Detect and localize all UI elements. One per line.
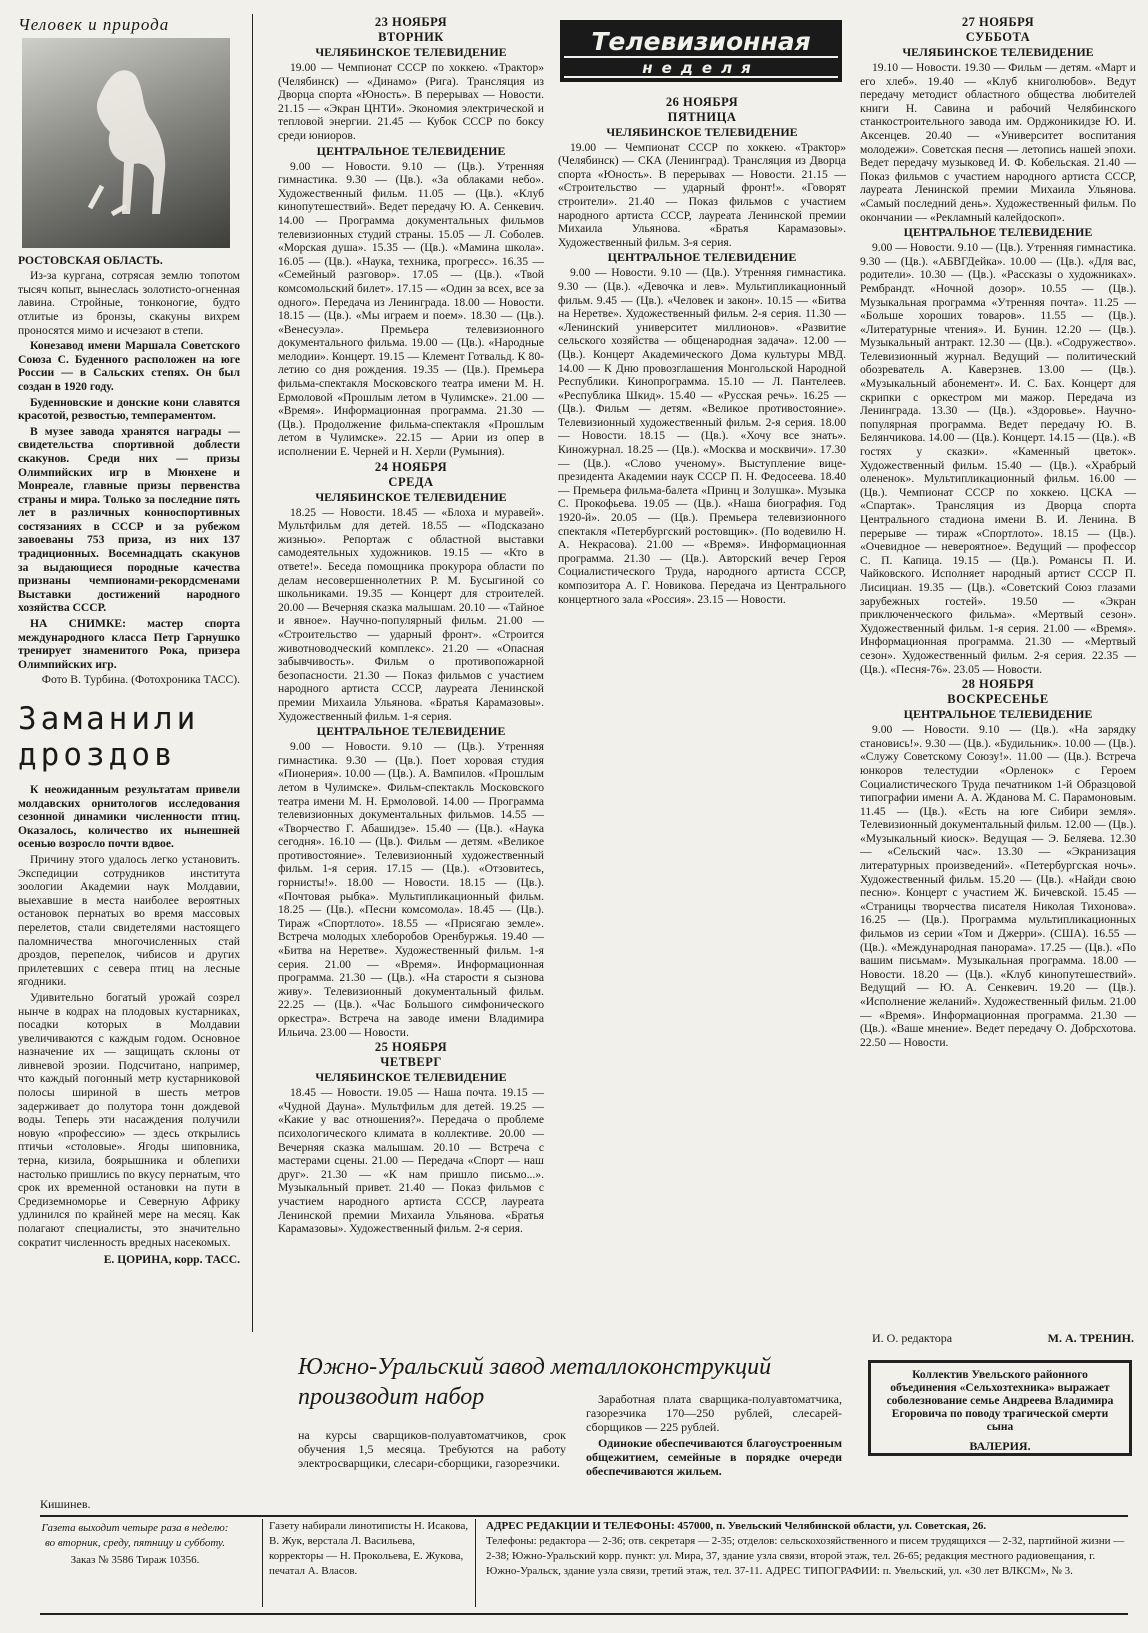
editor-role: И. О. редактора — [872, 1331, 953, 1345]
schedule-text: 19.00 — Чемпионат СССР по хоккею. «Трактор» (Челябинск) — «Динамо» (Рига). Трансляция из Дворца спорта «Юность». В перерывах — Новости. 21.15 — «Экран ЦНТИ». Экономия электрической и тепловой энергии. 21.45 — Кубок СССР по боксу среди юниоров. — [278, 61, 544, 142]
day-date: 23 НОЯБРЯ — [374, 15, 448, 29]
day-weekday: СРЕДА — [388, 474, 434, 489]
horse-photo — [22, 38, 230, 248]
ad-headline: Южно-Уральский завод металлоконструкций производит набор — [298, 1354, 772, 1410]
column-tv-3 — [860, 14, 1136, 1344]
paragraph: Причину этого удалось легко установить. Экспедиции сотрудников института зоологии Академии наук Молдавии, выехавшие в места наиболее вероятных остановок пернатых во время массовых перелетов, стали свидетелями настоящего паломничества многочисленных стай дроздов, перепелок, чибисов и других прилетевших с севера птиц на лесные ягодники. — [18, 852, 240, 989]
channel-title: ЧЕЛЯБИНСКОЕ ТЕЛЕВИДЕНИЕ — [606, 124, 798, 139]
schedule-text: 18.25 — Новости. 18.45 — «Блоха и муравей». Мультфильм для детей. 18.55 — «Подсказано жизнью». Репортаж с областной выставки самодеятельных художников. 19.15 — «Кто в ответе!». Беседа помощника прокурора области по делам несовершеннолетних Р. М. Бусыгиной со школьниками. 19.35 — Концерт для строителей. 20.00 — Вечерняя сказка малышам. 20.10 — «Тайное и явное». Научно-популярный фильм. 21.00 — «Строительство — ударный фронт». «Строится животноводческий комплекс». 21.20 — «Опасная забывчивость». Фильм о противопожарной безопасности. 21.30 — Показ фильмов с участием народного артиста СССР, лауреата Ленинской премии Михаила Ульянова. «Братья Карамазовы». Художественный фильм. 1-я серия. — [278, 505, 544, 723]
article-headline: Заманили дроздов — [18, 701, 200, 773]
footer-address — [486, 1519, 1128, 1579]
channel-title: ЦЕНТРАЛЬНОЕ ТЕЛЕВИДЕНИЕ — [316, 724, 506, 739]
ad-salary: Заработная плата сварщика-полуавтоматчика, газорезчика 170—250 рублей, слесарей-сборщиков — 225 рублей. — [586, 1392, 842, 1434]
channel-title: ЧЕЛЯБИНСКОЕ ТЕЛЕВИДЕНИЕ — [315, 1070, 507, 1085]
column-tv-1 — [278, 14, 544, 1344]
footer-typesetters: Газету набирали линотиписты Н. Исакова, В. Жук, верстала Л. Васильева, корректоры — Н. Прокольева, Е. Жукова, печатал А. Власов. — [262, 1519, 476, 1607]
ad-text-right — [586, 1392, 842, 1480]
schedule-text: 9.00 — Новости. 9.10 — (Цв.). Утренняя гимнастика. 9.30 — (Цв.). Поет хоровая студия «Пионерия». 10.00 — (Цв.). А. Вампилов. «Прошлым летом в Чулимске». Фильм-спектакль Московского театра имени М. Н. Ермоловой. 14.00 — Программа телевизионных документальных фильмов. 14.55 — «Творчество Г. Абашидзе». 15.40 — (Цв.). «Наука сегодня». 16.10 — (Цв.). Фильм — детям. «Великое противостояние». Телевизионный художественный фильм. 1-я серия. 17.15 — (Цв.). «Отзовитесь, горнисты!». 18.00 — Новости. 18.15 — (Цв.). «Почтовая рыбка». Мультипликационный фильм. 18.25 — (Цв.). «Песни комсомола». 18.45 — (Цв.). Тираж «Спортлото». 18.55 — «Присягаю земле». Встреча молодых хлеборобов Оренбуржья. 19.40 — «Битва на Неретве». Художественный фильм. 1-я серия. 21.00 — «Время». Информационная программа. 21.30 — (Цв.). «На старости я сызнова живу». Телевизионный документальный фильм. 22.25 — (Цв.). «Час Большого симфонического оркестра». Встреча на заводе имени Владимира Ильича. 23.00 — Новости. — [278, 740, 544, 1039]
masthead-line2: неделя — [642, 59, 760, 77]
schedule-text: 9.00 — Новости. 9.10 — (Цв.). Утренняя гимнастика. 9.30 — (Цв.). «Девочка и лев». Мультипликационный фильм. 9.45 — (Цв.). «Человек и закон». 10.15 — «Битва на Неретве». Художественный фильм. 2-я серия. 11.30 — «Ленинский университет миллионов». «Развитие сельского хозяйства — общенародная задача». 12.00 — (Цв.). Концерт Академического Дома культуры МВД. 14.00 — К Дню провозглашения Монгольской Народной Республики. Кинопрограмма. 15.10 — Л. Пантелеев. «Республика Шкид». 15.40 — «Русская речь». 16.25 — (Цв.). Фильм — детям. «Великое противостояние». Телевизионный художественный фильм. 2-я серия. 18.00 — Новости. 18.15 — (Цв.). «Хочу все знать». Киножурнал. 18.25 — (Цв.). «Москва и москвичи». 17.30 — (Цв.). «Слово ученому». Выступление вице-президента Академии наук СССР П. Н. Федосеева. 18.40 — Премьера фильма-балета «Принц и Золушка». Музыка С. Прокофьева. 19.05 — (Цв.). «Наша биография. Год 1920-й». 20.05 — (Цв.). Премьера телевизионного спектакля «Петербургский ростовщик». (По водевилю Н. А. Некрасова). 21.00 — «Время». Информационная программа. 21.30 — (Цв.). Авторский вечер Героя Социалистического Труда, народного артиста СССР, композитора А. Г. Новикова. Передача из Центрального концертного зала «Россия». 23.15 — Новости. — [558, 266, 846, 606]
photo-caption: НА СНИМКЕ: мастер спорта международного класса Петр Гарнушко тренирует знаменитого Рока, призера Олимпийских игр. — [18, 617, 240, 671]
region-label: РОСТОВСКАЯ ОБЛАСТЬ. — [18, 253, 163, 267]
channel-title: ЦЕНТРАЛЬНОЕ ТЕЛЕВИДЕНИЕ — [607, 250, 797, 265]
channel-title: ЧЕЛЯБИНСКОЕ ТЕЛЕВИДЕНИЕ — [315, 489, 507, 504]
channel-title: ЧЕЛЯБИНСКОЕ ТЕЛЕВИДЕНИЕ — [315, 45, 507, 59]
column-divider — [252, 14, 253, 1332]
address-heading: АДРЕС РЕДАКЦИИ И ТЕЛЕФОНЫ: 457000, п. Увельский Челябинской области, ул. Советская, 26. — [486, 1520, 987, 1532]
day-date: 25 НОЯБРЯ — [374, 1040, 448, 1055]
phones-text: Телефоны: редактора — 2-36; отв. секретаря — 2-35; отделов: сельскохозяйственного и писем трудящихся — 2-32, партийной жизни — 2-38; Южно-Уральский корр. пункт: ул. Мира, 37, здание узла связи, второй этаж, тел. 26-65; редакция местного радиовещания, г. Южно-Уральск, здание узла связи, третий этаж, тел. 37-11. АДРЕС ТИПОГРАФИИ: п. Увельский, ул. «30 лет ВЛКСМ», № 3. — [486, 1535, 1125, 1577]
channel-title: ЦЕНТРАЛЬНОЕ ТЕЛЕВИДЕНИЕ — [903, 225, 1093, 240]
dateline: Кишинев. — [40, 1497, 91, 1511]
imprint-footer — [40, 1515, 1128, 1615]
schedule-text: 18.45 — Новости. 19.05 — Наша почта. 19.15 — «Чудной Дауна». Мультфильм для детей. 19.25 — «Какие у вас отношения?». Передача о проблеме психологического климата в коллективе. 20.00 — Вечерняя сказка малышам. 20.10 — Встреча с мастерами сцены. 21.00 — Передача «Спорт — наш друг». 21.30 — «К нам пришло письмо...». Музыкальный привет. 21.40 — Показ фильмов с участием народного артиста СССР, лауреата Ленинской премии Михаила Ульянова. «Братья Карамазовы». Художественный фильм. 2-я серия. — [278, 1086, 544, 1236]
schedule-text: 9.00 — Новости. 9.10 — (Цв.). «На зарядку становись!». 9.30 — (Цв.). «Будильник». 10.00 — (Цв.). «Служу Советскому Союзу!». 11.00 — (Цв.). Встреча юнкоров телестудии «Орленок» с Героем Социалистического Труда печатником 1-й Образцовой типографии имени А. А. Жданова М. С. Парамоновым. 11.45 — (Цв.). «Есть на юге Сибири земля». Телевизионный документальный фильм. 12.00 — (Цв.). «Музыкальный киоск». Ведущая — Э. Беляева. 12.30 — «Сельский час». 13.30 — «Экранизация литературных произведений». «Петербургская ночь». Художественный фильм. 15.20 — (Цв.). «Найди свою песню». Концерт с участием Ж. Бичевской. 15.45 — «Страницы творчества писателя Николая Тихонова». 16.25 — (Цв.). Программа мультипликационных фильмов из серии «Том и Джерри». (США). 16.55 — (Цв.). «Международная панорама». 17.25 — (Цв.). «По вашим письмам». Музыкальная программа. 18.00 — Новости. 18.20 — (Цв.). «Клуб кинопутешествий». Ведущий — Ю. А. Сенкевич. 19.20 — (Цв.). «Исполнение желаний». Художественный фильм. 21.00 — «Время». Информационная программа. 21.30 — (Цв.). «Ваше мнение». Ведет передачу О. Добрсхотова. 22.50 — Новости. — [860, 723, 1136, 1049]
schedule-text: 19.10 — Новости. 19.30 — Фильм — детям. «Март и его хлеб». 19.40 — «Клуб книголюбов». Ведут передачу методист областного общества любителей книги Н. Савина и рабочий Челябинского станкостроительного завода им. Орджоникидзе Ю. И. Аксенцев. 20.40 — «Университет воспитания молодежи». Советская песня — летопись нашей эпохи. Ведет передачу музыковед И. Ф. Кобельская. 21.40 — Показ фильмов с участием народного артиста СССР, лауреата Ленинской премии Михаила Ульянова. «Самый последний день». Художественный фильм. По окончании — «Рекламный калейдоскоп». — [860, 61, 1136, 224]
photo-credit: Фото В. Турбина. (Фотохроника ТАСС). — [41, 673, 240, 687]
day-weekday: СУББОТА — [965, 30, 1031, 44]
day-weekday: ВТОРНИК — [378, 30, 444, 44]
condolence-box — [868, 1360, 1132, 1456]
day-weekday: ВОСКРЕСЕНЬЕ — [947, 692, 1049, 707]
paragraph: Буденновские и донские кони славятся красотой, резвостью, темпераментом. — [18, 395, 240, 423]
schedule-text: 9.00 — Новости. 9.10 — (Цв.). Утренняя гимнастика. 9.30 — (Цв.). «АБВГДейка». 10.00 — (Цв.). «Для вас, родители». 10.30 — (Цв.). «Рассказы о художниках». Рембрандт. «Ночной дозор». 10.55 — (Цв.). Музыкальная программа «Утренняя почта». 11.25 — «Больше хороших товаров». 11.55 — (Цв.). «Литературные чтения». И. Бунин. 12.20 — (Цв.). Музыкальный антракт. 12.30 — (Цв.). «Содружество». Телевизионный журнал. Ведущий — политический обозреватель А. Каверзнев. 13.00 — (Цв.). «Музыкальный абонемент». И. С. Бах. Концерт для скрипки с оркестром ми мажор. Передача из Ленинграда. 13.30 — (Цв.). «Здоровье». Научно-популярная программа. Ведет передачу Ю. В. Белянчикова. 14.00 — (Цв.). Концерт. 14.15 — (Цв.). «В гостях у сказки». «Каменный цветок». Художественный фильм. 15.40 — (Цв.). «Храбрый олененок». Мультипликационный фильм. 16.00 — (Цв.). Чемпионат СССР по хоккею. ЦСКА — «Спартак». Трансляция из Дворца спорта Центрального стадиона имени В. И. Ленина. В перерыве — тираж «Спортлото». 18.15 — (Цв.). «Очевидное — невероятное». Ведущий — профессор С. П. Капица. 19.15 — (Цв.). Романсы П. И. Чайковского. Исполняет народный артист СССР П. Лисициан. 19.35 — (Цв.). «Советский Союз глазами зарубежных гостей». 19.50 — «Экран приключенческого фильма». «Мертвый сезон». Художественный фильм. 1-я серия. 21.00 — «Время». Информационная программа. 21.30 — «Мертвый сезон». Художественный фильм. 2-я серия. 22.35 — (Цв.). «Песня-76». 23.05 — Новости. — [860, 241, 1136, 676]
footer-schedule — [40, 1521, 230, 1568]
day-date: 28 НОЯБРЯ — [961, 677, 1035, 692]
masthead-line1: Телевизионная — [591, 27, 811, 56]
author-signature: Е. ЦОРИНА, корр. ТАСС. — [103, 1253, 240, 1267]
publication-schedule: Газета выходит четыре раза в неделю: во вторник, среду, пятницу и субботу. — [41, 1522, 229, 1549]
column-tv-2 — [558, 14, 846, 1344]
day-weekday: ПЯТНИЦА — [667, 109, 737, 124]
editor-line — [872, 1331, 1134, 1346]
condolence-name: ВАЛЕРИЯ. — [969, 1439, 1031, 1453]
condolence-text: Коллектив Увельского районного объединения «Сельхозтехника» выражает соболезнование семье Андреева Владимира Егоровича по поводу трагической смерти сына — [886, 1369, 1114, 1433]
day-date: 27 НОЯБРЯ — [961, 15, 1035, 29]
paragraph: В музее завода хранятся награды — свидетельства спортивной доблести скакунов. Среди них — призы Олимпийских игр в Мюнхене и Монреале, главные призы первенства страны и мира. Только за последние пять лет в различных конноспортивных состязаниях в СССР и за рубежом завоеваны 753 приза, из них 137 традиционных. Восемнадцать скакунов за выдающиеся породные качества признаны чемпионами-рекордсменами Выставки достижений народного хозяйства СССР. — [18, 424, 240, 615]
column-nature — [18, 14, 240, 1309]
channel-title: ЦЕНТРАЛЬНОЕ ТЕЛЕВИДЕНИЕ — [903, 707, 1093, 722]
tv-week-masthead — [560, 20, 842, 82]
paragraph: Удивительно богатый урожай созрел нынче в кодрах на плодовых кустарниках, посадки которых в Молдавии увеличиваются с каждым годом. Основное назначение их — защищать склоны от ливневой эрозии. Подсчитано, например, что каждый погонный метр кустарниковой полосы шириной в шесть метров задерживает до полутора тонн дождевой воды. Теперь эти насаждения получили новую «профессию» — здесь открылись птичьи «столовые». Ягоды шиповника, терна, кизила, боярышника и облепихи настолько пришлись по вкусу пернатым, что срок их временной остановки на пути в Средиземноморье и Северную Африку удлинился по крайней мере на месяц. Как полагают специалисты, это значительно сократит численность вредных насекомых. — [18, 990, 240, 1249]
ad-text: на курсы сварщиков-полуавтоматчиков, срок обучения 1,5 месяца. Требуются на работу электросварщики, слесари-сборщики, газорезчики. — [298, 1428, 566, 1470]
channel-title: ЦЕНТРАЛЬНОЕ ТЕЛЕВИДЕНИЕ — [316, 143, 506, 158]
day-date: 24 НОЯБРЯ — [374, 459, 448, 474]
schedule-text: 9.00 — Новости. 9.10 — (Цв.). Утренняя гимнастика. 9.30 — (Цв.). «За облаками небо». Художественный фильм. 11.05 — (Цв.). «Клуб кинопутешествий». Ведет передачу Ю. А. Сенкевич. 14.00 — Программа документальных фильмов телевизионных студий страны. 15.05 — Л. Соболев. «Морская душа». 15.35 — (Цв.). «Мамина школа». 16.05 — (Цв.). «Наука, техника, прогресс». 16.35 — «Семейный разговор». 17.05 — (Цв.). «Твой комсомольский билет». 17.15 — «Один за всех, все за одного». Передача из Ленинграда. 18.00 — Новости. 18.15 — (Цв.). «Мы играем и поем». 18.30 — (Цв.). «Венесуэла». Премьера телевизионного документального фильма. 19.00 — (Цв.). «Народные мелодии». Концерт. 19.15 — Клемент Готвальд. К 80-летию со дня рождения. 19.35 — (Цв.). Премьера фильма-спектакля Московского театра имени М. Н. Ермоловой «Прошлым летом в Чулимске». 21.00 — «Время». Информационная программа. 21.30 — (Цв.). Продолжение фильма-спектакля «Прошлым летом в Чулимске». 22.15 — Арии из опер в исполнении Е. Черней и Н. Херли (Румыния). — [278, 159, 544, 459]
editor-name: М. А. ТРЕНИН. — [1047, 1331, 1134, 1345]
paragraph: Из-за кургана, сотрясая землю топотом тысяч копыт, вынеслась золотисто-огненная лавина. Стройные, тонконогие, будто отлитые из бронзы, скакуны вихрем проносятся мимо и исчезают в степи. — [18, 269, 240, 337]
paragraph: Конезавод имени Маршала Советского Союза С. Буденного расположен на юге России — в Сальских степях. Он был создан в 1920 году. — [18, 339, 240, 393]
rubric-title: Человек и природа — [18, 15, 170, 34]
paragraph: К неожиданным результатам привели молдавских орнитологов исследования сезонной динамики численности птиц. Оказалось, количество их нынешней осенью возросло почти вдвое. — [18, 783, 240, 851]
channel-title: ЧЕЛЯБИНСКОЕ ТЕЛЕВИДЕНИЕ — [902, 45, 1094, 59]
day-date: 26 НОЯБРЯ — [665, 94, 739, 109]
day-weekday: ЧЕТВЕРГ — [380, 1055, 442, 1070]
ad-housing: Одинокие обеспечиваются благоустроенным общежитием, семейные в порядке очереди обеспечиваются жильем. — [586, 1436, 842, 1478]
order-number: Заказ № 3586 Тираж 10356. — [70, 1554, 200, 1566]
horse-icon — [72, 66, 182, 216]
schedule-text: 19.00 — Чемпионат СССР по хоккею. «Трактор» (Челябинск) — СКА (Ленинград). Трансляция из Дворца спорта «Юность». В перерывах — Новости. 21.15 — «Строительство — ударный фронт!». «Говорят строители». 21.40 — Показ фильмов с участием народного артиста СССР, лауреата Ленинской премии Михаила Ульянова. «Братья Карамазовы». Художественный фильм. 3-я серия. — [558, 140, 846, 249]
